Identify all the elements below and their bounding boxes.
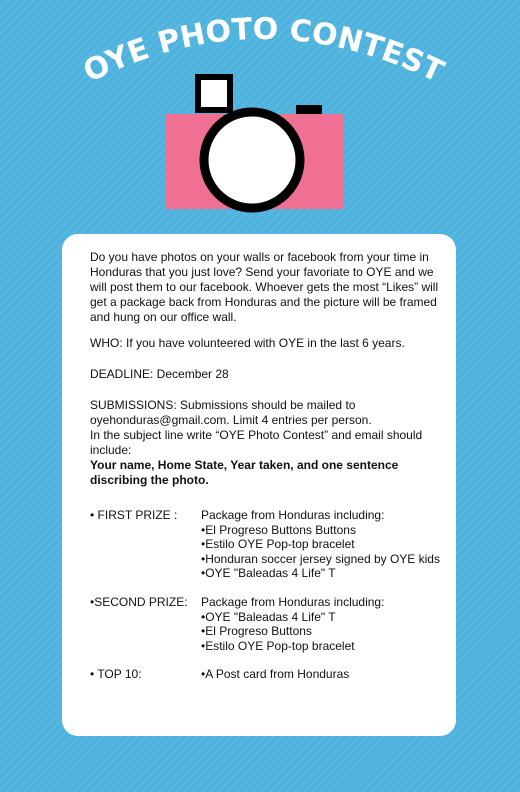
prize-label: •SECOND PRIZE: — [90, 594, 188, 609]
contest-title-path: OYE PHOTO CONTEST — [77, 11, 449, 90]
prize-item: •A Post card from Honduras — [201, 667, 350, 682]
first-prize — [90, 508, 450, 581]
contest-details — [90, 250, 442, 488]
submissions-line-1: SUBMISSIONS: Submissions should be mailed to — [90, 398, 356, 412]
camera-lens — [204, 112, 300, 208]
shutter-button — [296, 105, 322, 114]
prize-label: • TOP 10: — [90, 667, 142, 682]
prize-item: Package from Honduras including: — [201, 594, 385, 609]
submissions-line-2: oyehonduras@gmail.com. Limit 4 entries per person. — [90, 413, 372, 427]
prize-item: •El Progreso Buttons Buttons — [201, 522, 356, 537]
prize-item: •OYE "Baleadas 4 Life" T — [201, 566, 336, 581]
prize-label: • FIRST PRIZE : — [90, 508, 178, 522]
prize-items — [201, 508, 450, 581]
submissions-line-3: In the subject line write “OYE Photo Contest” and email should include: — [90, 428, 423, 457]
prize-item: •El Progreso Buttons — [201, 624, 312, 639]
prize-item: Package from Honduras including: — [201, 508, 385, 522]
second-prize — [90, 595, 450, 653]
prize-item: •Honduran soccer jersey signed by OYE kids — [201, 551, 440, 566]
prize-item: •Estilo OYE Pop-top bracelet — [201, 537, 355, 552]
prize-items — [201, 667, 450, 682]
viewfinder — [198, 77, 230, 110]
camera-icon — [160, 72, 360, 222]
top-10-prize — [90, 667, 450, 682]
prize-list — [90, 508, 450, 696]
intro-text: Do you have photos on your walls or facebook from your time in Honduras that you just love? Send your favoriate to OYE and we will post them to our facebook. Whoever gets the most “Likes” will get a package back from Honduras and the picture will be framed and hung on our office wall. — [90, 250, 439, 324]
who-text: WHO: If you have volunteered with OYE in the last 6 years. — [90, 336, 405, 350]
submissions-requirements: Your name, Home State, Year taken, and one sentence discribing the photo. — [90, 458, 399, 487]
prize-items — [201, 595, 450, 653]
contest-info-card — [62, 234, 456, 736]
deadline-text: DEADLINE: December 28 — [90, 367, 229, 381]
prize-item: •Estilo OYE Pop-top bracelet — [201, 638, 355, 653]
prize-item: •OYE "Baleadas 4 Life" T — [201, 609, 336, 624]
